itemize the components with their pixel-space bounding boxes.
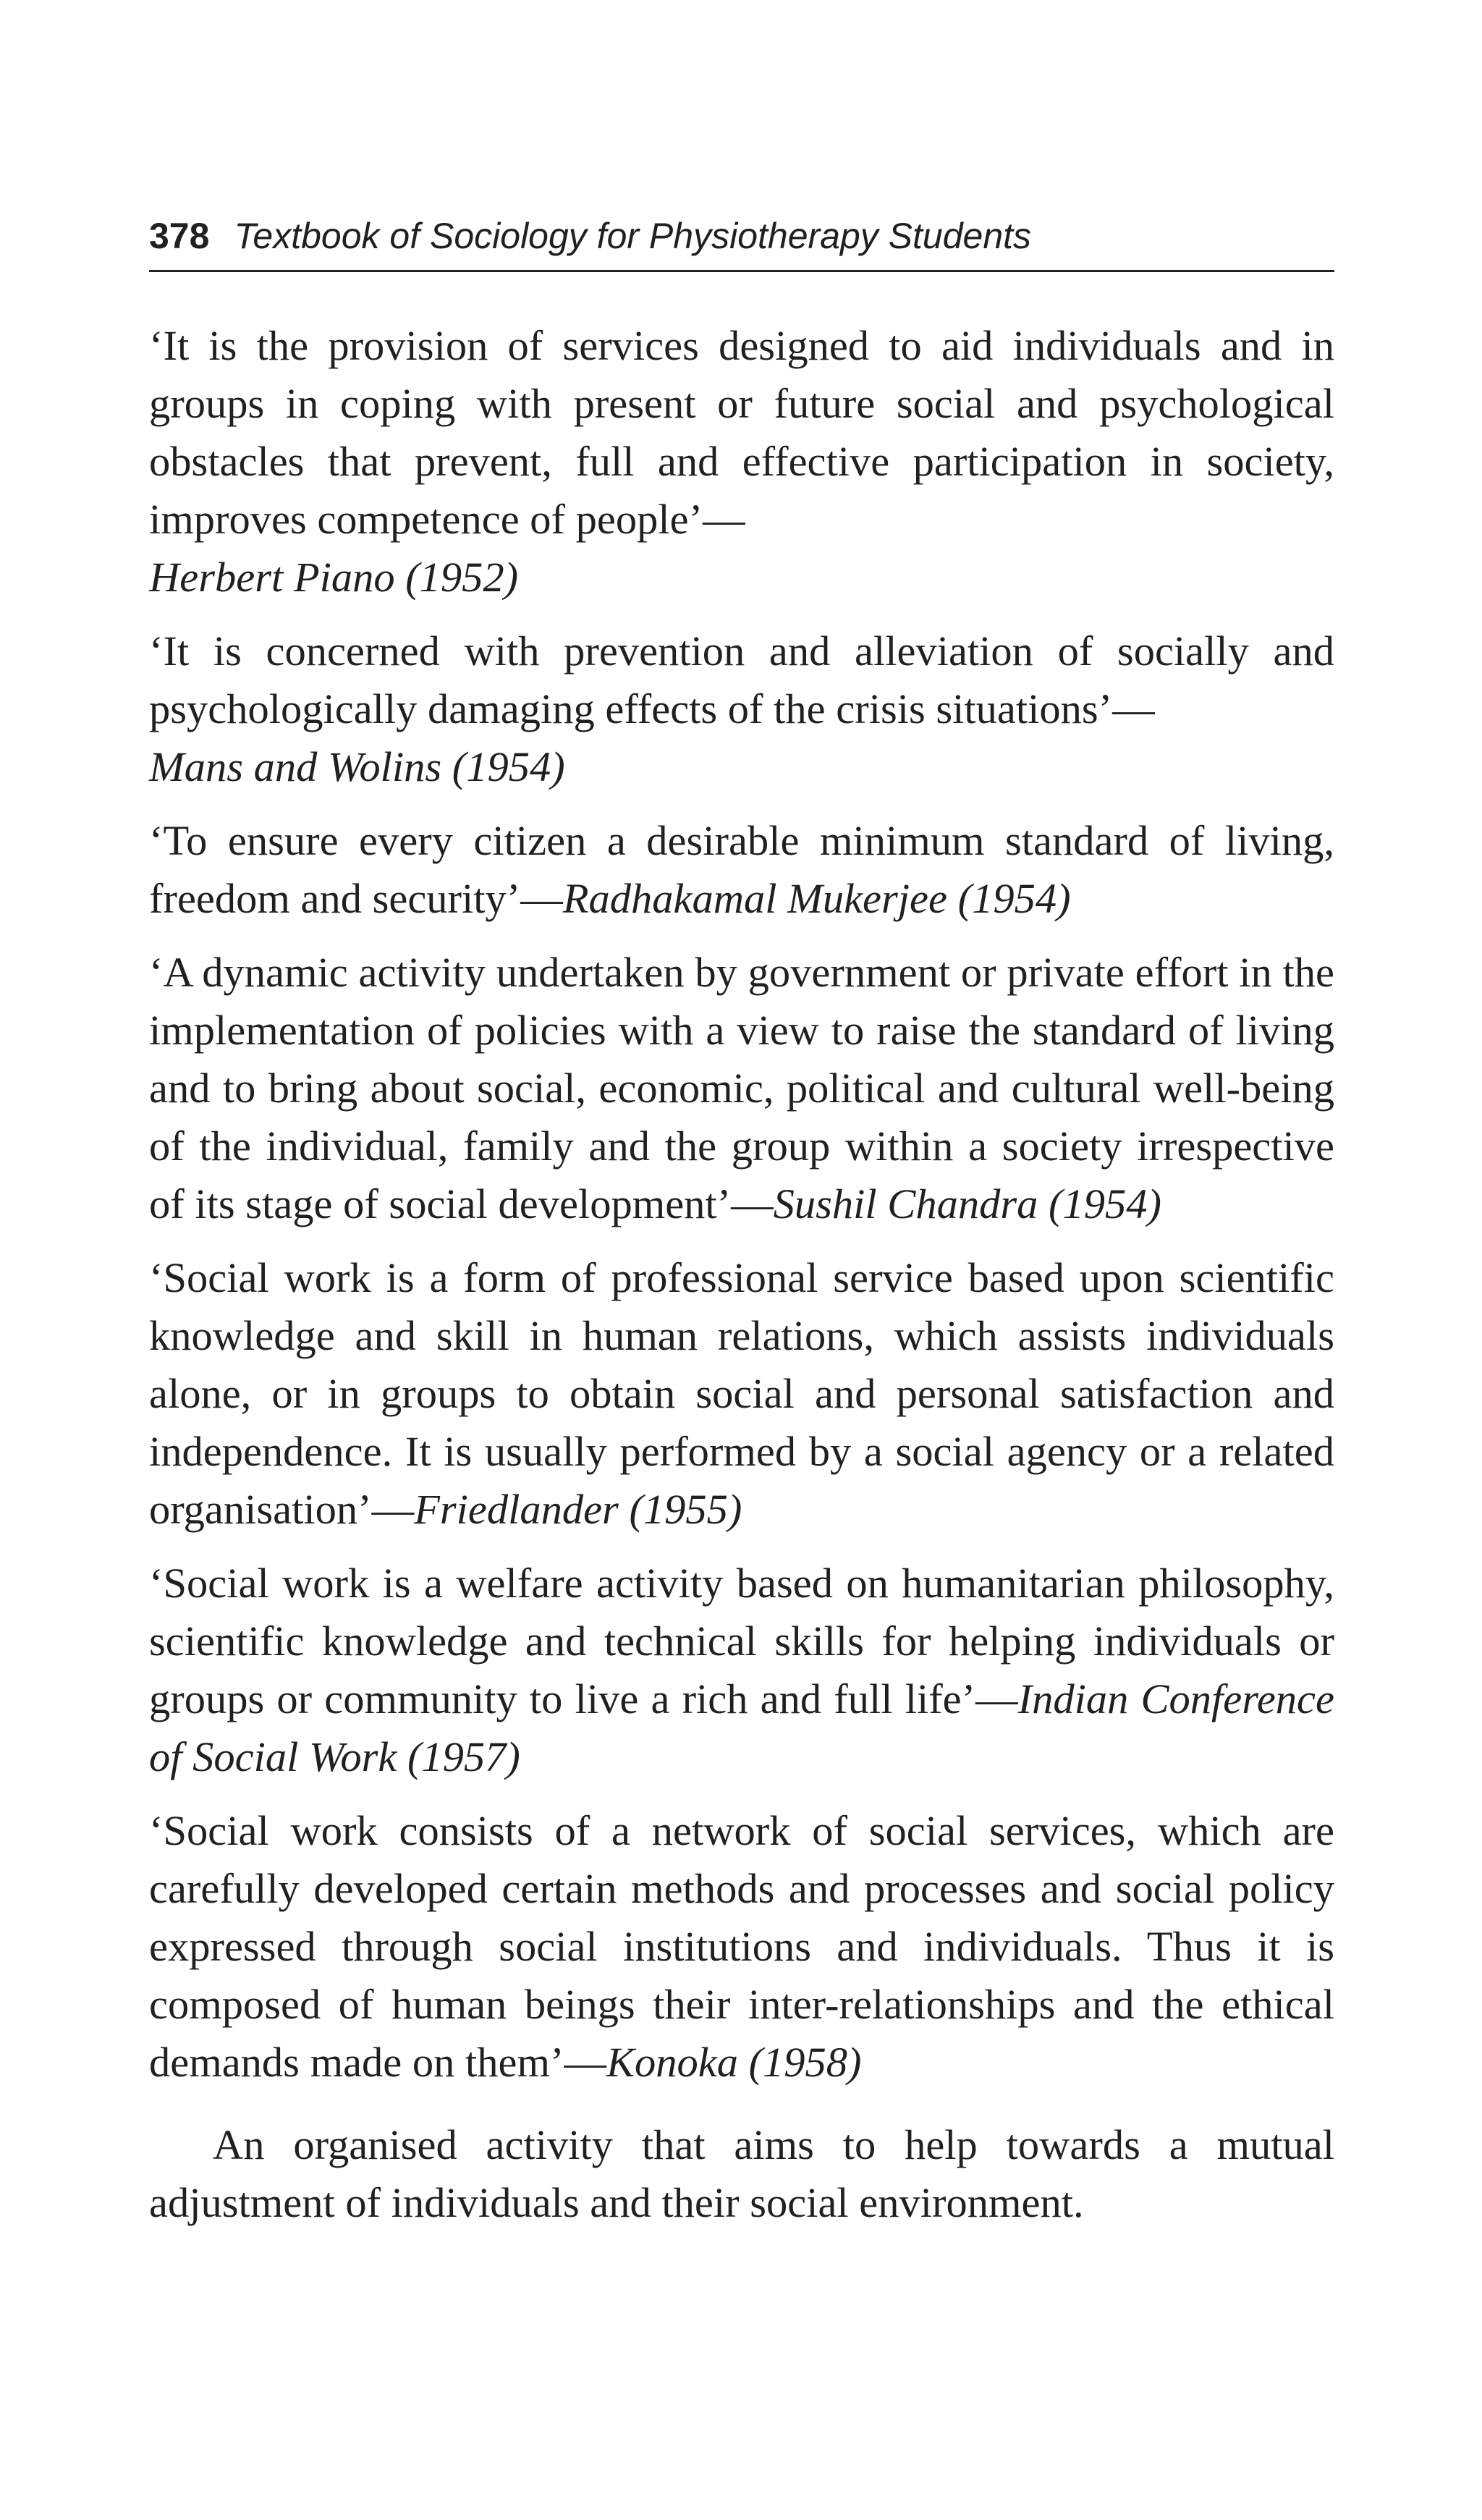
definition-paragraph — [149, 1249, 1334, 1539]
definition-paragraph — [149, 317, 1334, 606]
definition-quote: ‘It is concerned with prevention and alleviation of socially and psychologically damaging effects of the crisis situations’— — [149, 627, 1334, 732]
page-number: 378 — [149, 216, 210, 256]
definition-attribution: Friedlander (1955) — [414, 1486, 742, 1533]
definition-quote: ‘Social work is a welfare activity based on humanitarian philosophy, scientific knowledge and technical skills for helping individuals or groups or community to live a rich and full life’— — [149, 1560, 1334, 1722]
definition-attribution: Indian Conference of Social Work (1957) — [149, 1675, 1334, 1780]
definition-quote: ‘Social work consists of a network of social services, which are carefully developed certain methods and processes and social policy expressed through social institutions and individuals. Thus it is composed of human beings their inter-relationships and the ethical demands made on them’— — [149, 1807, 1334, 2086]
definition-attribution: Sushil Chandra (1954) — [773, 1180, 1161, 1227]
definition-attribution: Konoka (1958) — [606, 2039, 862, 2086]
definition-paragraph — [149, 812, 1334, 928]
definition-paragraph — [149, 1555, 1334, 1786]
definition-paragraph — [149, 1802, 1334, 2092]
definition-attribution: Herbert Piano (1952) — [149, 554, 519, 601]
definition-quote: ‘A dynamic activity undertaken by government or private effort in the implementation of policies with a view to raise the standard of living and to bring about social, economic, political and cultural well-being of the individual, family and the group within a society irrespective of its stage of social development’— — [149, 949, 1334, 1227]
definition-attribution: Radhakamal Mukerjee (1954) — [562, 875, 1071, 922]
page-body — [149, 317, 1334, 2232]
definition-paragraph — [149, 622, 1334, 796]
running-header — [149, 214, 1334, 272]
concluding-paragraph: An organised activity that aims to help towards a mutual adjustment of individuals and their social environment. — [149, 2121, 1334, 2226]
definition-attribution: Mans and Wolins (1954) — [149, 743, 565, 790]
book-title: Textbook of Sociology for Physiotherapy Students — [234, 216, 1032, 256]
definition-paragraph — [149, 944, 1334, 1233]
definition-quote: ‘To ensure every citizen a desirable minimum standard of living, freedom and security’— — [149, 817, 1334, 922]
definition-quote: ‘It is the provision of services designed to aid individuals and in groups in coping with present or future social and psychological obstacles that prevent, full and effective participation in society, improves competence of people’— — [149, 322, 1334, 543]
definition-quote: ‘Social work is a form of professional service based upon scientific knowledge and skill in human relations, which assists individuals alone, or in groups to obtain social and personal satisfaction and independence. It is usually performed by a social agency or a related organisation’— — [149, 1254, 1334, 1533]
